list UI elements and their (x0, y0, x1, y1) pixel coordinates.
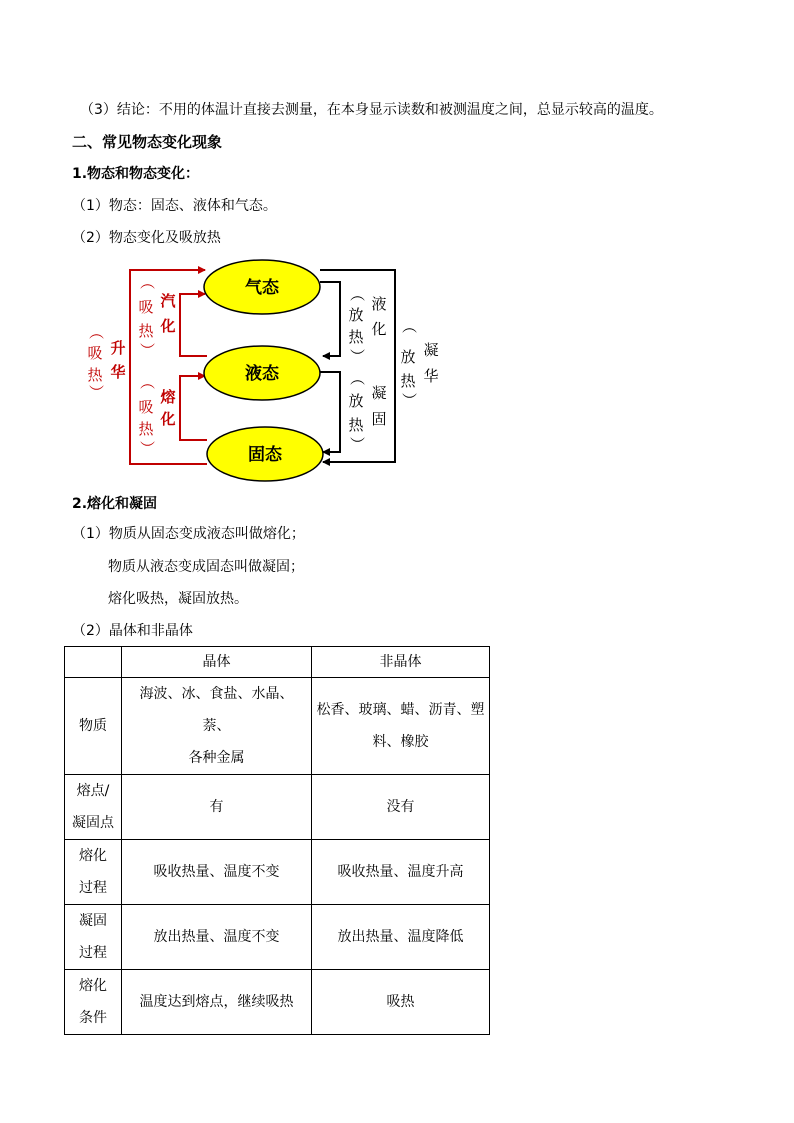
table-row (65, 970, 490, 1035)
amorphous-cell (312, 840, 490, 905)
solid-state-label: 固态 (248, 445, 282, 465)
vaporization-label-1: 汽 (160, 292, 176, 310)
deposition-heat-2: 热 (400, 372, 416, 390)
cell-line: 放出热量、温度不变 (153, 929, 280, 945)
table-header-row (65, 647, 490, 678)
deposition-label-2: 华 (423, 367, 439, 385)
table-row (65, 840, 490, 905)
cell-line: 料、橡胶 (372, 734, 429, 750)
melting-label-2: 化 (160, 410, 176, 428)
heat-summary: 熔化吸热，凝固放热。 (108, 591, 248, 607)
crystal-cell (122, 840, 312, 905)
solidification-heat-open: （ (348, 370, 366, 386)
vaporization-heat-open: （ (138, 274, 156, 290)
liquefaction-heat-open: （ (348, 286, 366, 302)
row-label-line: 过程 (79, 880, 107, 896)
solidification-heat-2: 热 (348, 416, 364, 434)
crystal-cell (122, 970, 312, 1035)
table-row (65, 775, 490, 840)
sublimation-heat-close: ） (87, 384, 105, 400)
sublimation-heat-1: 吸 (87, 344, 103, 362)
table-row (65, 905, 490, 970)
vaporization-heat-2: 热 (138, 322, 154, 340)
melting-heat-open: （ (138, 374, 156, 390)
sublimation-label-2: 华 (110, 363, 126, 381)
cell-line: 吸收热量、温度升高 (337, 864, 464, 880)
row-label-line: 条件 (79, 1010, 107, 1026)
melting-label-1: 熔 (160, 388, 176, 406)
cell-line: 温度达到熔点，继续吸热 (139, 994, 294, 1010)
cell-line: 松香、玻璃、蜡、沥青、塑 (316, 702, 485, 718)
cell-line: 吸收热量、温度不变 (153, 864, 280, 880)
cell-line: 海波、冰、食盐、水晶、萘、 (139, 686, 294, 734)
liquefaction-heat-2: 热 (348, 328, 364, 346)
deposition-heat-open: （ (400, 318, 418, 334)
liquefaction-arrow (320, 282, 340, 356)
subsection-title-melting: 2.熔化和凝固 (72, 496, 158, 512)
solidification-heat-close: ） (348, 436, 366, 452)
solidification-label-1: 凝 (371, 384, 387, 402)
cell-line: 有 (209, 799, 224, 815)
cell-line: 没有 (386, 799, 415, 815)
table-header-cell: 晶体 (122, 647, 312, 678)
amorphous-cell (312, 905, 490, 970)
melting-definition: （1）物质从固态变成液态叫做熔化； (72, 526, 305, 542)
solidification-heat-1: 放 (348, 392, 364, 410)
crystal-cell (122, 775, 312, 840)
crystal-amorphous-table (64, 646, 490, 1035)
section-title: 二、常见物态变化现象 (72, 133, 223, 151)
cell-line: 放出热量、温度降低 (337, 929, 464, 945)
row-label-line: 物质 (79, 718, 107, 734)
melting-heat-2: 热 (138, 420, 154, 438)
table-header-cell: 非晶体 (312, 647, 490, 678)
row-label-line: 凝固点 (72, 815, 114, 831)
melting-heat-1: 吸 (138, 398, 154, 416)
row-label-line: 凝固 (79, 913, 107, 929)
melting-heat-close: ） (138, 440, 156, 456)
liquefaction-heat-1: 放 (348, 306, 364, 324)
row-label-line: 熔化 (79, 848, 107, 864)
row-label (65, 905, 122, 970)
row-label (65, 775, 122, 840)
amorphous-cell (312, 678, 490, 775)
row-label (65, 970, 122, 1035)
liquefaction-label-2: 化 (371, 320, 387, 338)
cell-line: 各种金属 (188, 750, 245, 766)
changes-line: （2）物态变化及吸放热 (72, 230, 221, 246)
liquefaction-label-1: 液 (371, 295, 387, 313)
row-label-line: 熔点/ (76, 783, 110, 799)
freezing-definition: 物质从液态变成固态叫做凝固； (108, 559, 304, 575)
crystal-cell (122, 905, 312, 970)
vaporization-heat-1: 吸 (138, 298, 154, 316)
amorphous-cell (312, 775, 490, 840)
row-label-line: 熔化 (79, 978, 107, 994)
conclusion-text: （3）结论：不用的体温计直接去测量，在本身显示读数和被测温度之间，总显示较高的温度。 (80, 102, 663, 118)
melting-arrow (180, 376, 207, 440)
cell-line: 吸热 (386, 994, 415, 1010)
table-header-cell (65, 647, 122, 678)
amorphous-cell (312, 970, 490, 1035)
gas-state-label: 气态 (245, 278, 279, 298)
vaporization-heat-close: ） (138, 342, 156, 358)
solidification-label-2: 固 (371, 410, 387, 428)
subsection-title-states: 1.物态和物态变化： (72, 166, 200, 182)
deposition-heat-close: ） (400, 392, 418, 408)
sublimation-heat-2: 热 (87, 366, 103, 384)
row-label-line: 过程 (79, 945, 107, 961)
vaporization-label-2: 化 (160, 317, 176, 335)
row-label (65, 840, 122, 905)
liquid-state-label: 液态 (245, 364, 279, 384)
crystal-cell (122, 678, 312, 775)
sublimation-label-1: 升 (110, 339, 126, 357)
deposition-label-1: 凝 (423, 341, 439, 359)
solidification-arrow (320, 372, 340, 452)
states-line: （1）物态：固态、液体和气态。 (72, 198, 277, 214)
liquefaction-heat-close: ） (348, 348, 366, 364)
table-row (65, 678, 490, 775)
deposition-heat-1: 放 (400, 348, 416, 366)
vaporization-arrow (180, 294, 207, 356)
sublimation-heat-open: （ (87, 324, 105, 340)
table-title: （2）晶体和非晶体 (72, 623, 193, 639)
row-label (65, 678, 122, 775)
